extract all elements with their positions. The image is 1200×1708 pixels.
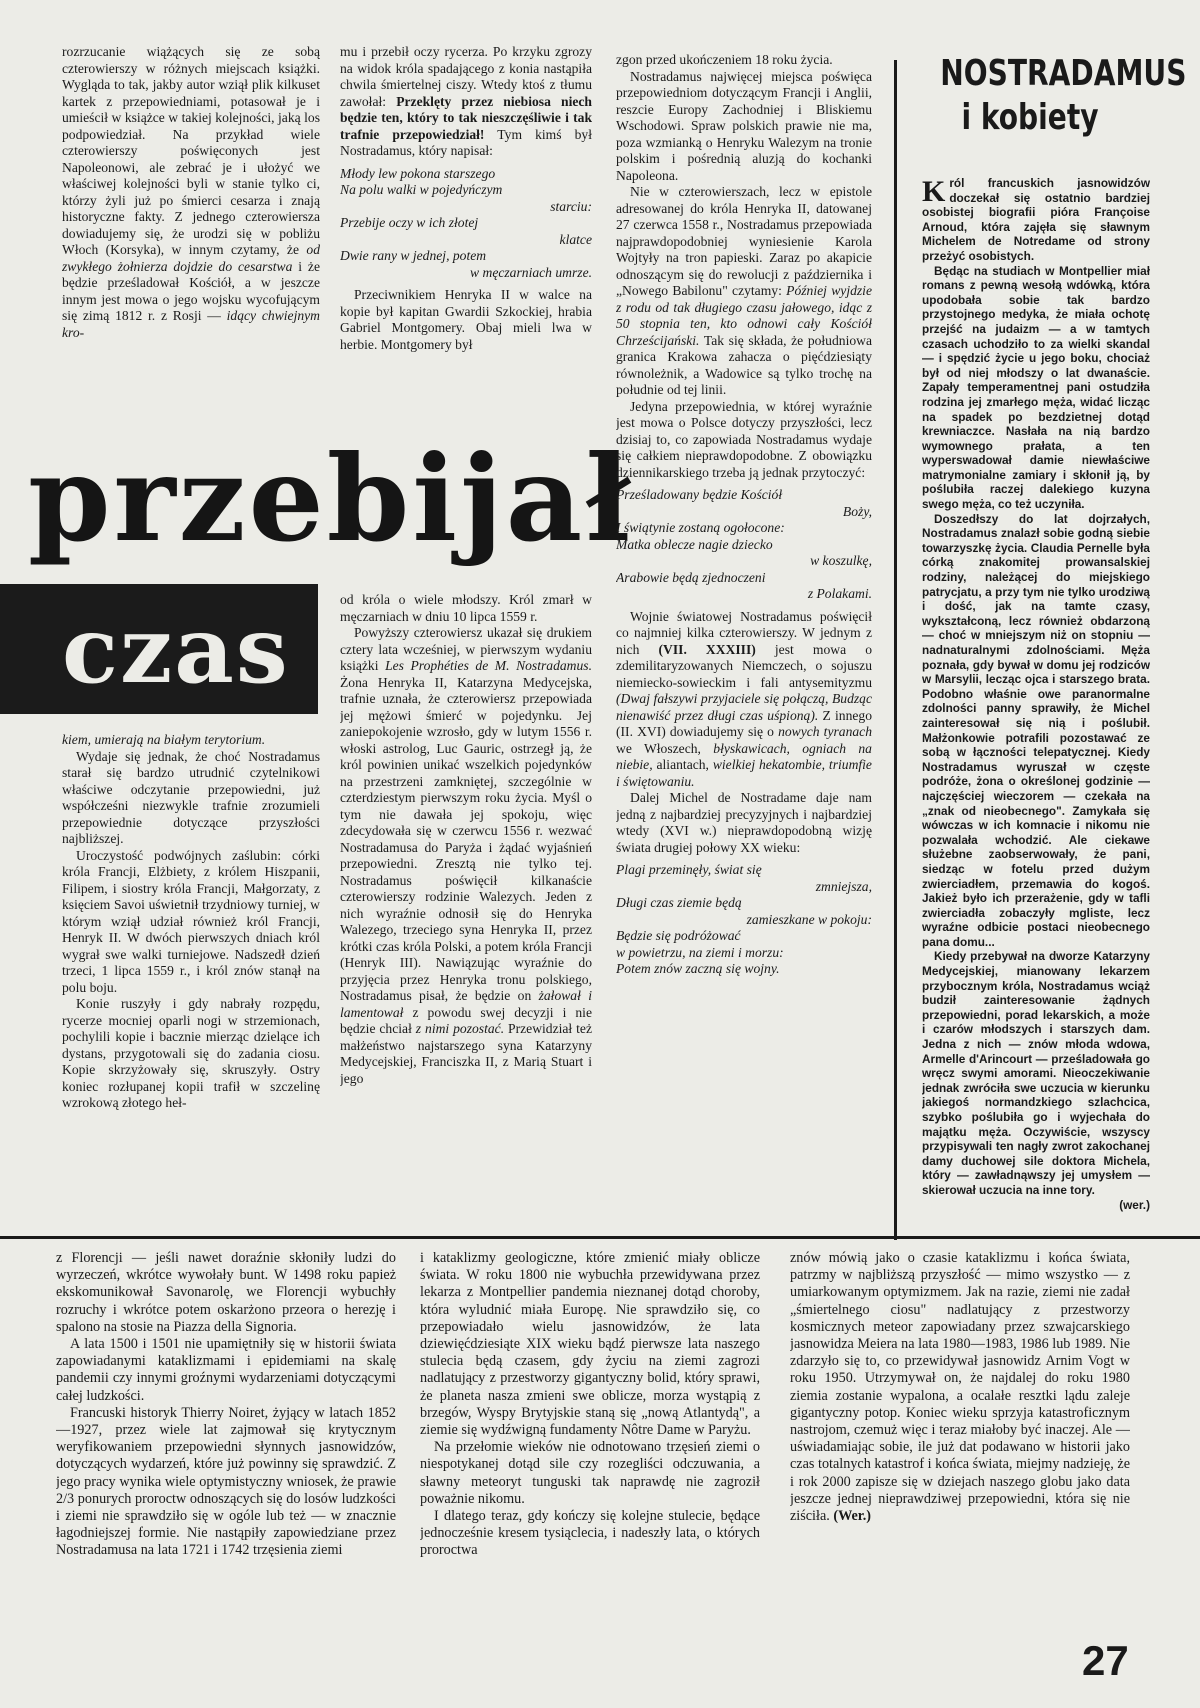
verse-line: Długi czas ziemie będą	[616, 895, 742, 910]
bottom-col2-p3: I dlatego teraz, gdy kończy się kolejne stulecie, będące jednocześnie kresem tysiąclecia, i nadeszły lata, o których proroctwa	[420, 1508, 760, 1559]
quatrain-2	[616, 487, 872, 603]
page-number: 27	[1082, 1637, 1129, 1684]
col3-text-4d: we Włoszech,	[616, 740, 701, 756]
bottom-col3-text: znów mówią jako o czasie kataklizmu i końca świata, patrzmy w najbliższą przyszłość — mimo wszystko — z umiarkowanym optymizmem. Jak na razie, ziemi nie zadał „śmiertelnego ciosu" nadlatujący z przestworzy kosmicznych meteor zapowiadany przez szwajcarskiego jasnowidza Meiera na lata 1980—1983, 1986 lub 1989. Nie zdarzyło się to, co przewidywał jasnowidz Arnim Vogt w roku 1950. Utrzymywał on, że najdalej do roku 1980 ziemia zostanie wypalona, a ocalałe resztki lądu zaleje gigantyczny potop. Koniec wieku sprzyja katastroficznym nastrojom, czemuż więc i teraz miałoby być inaczej. Ale — uświadamiając sobie, ile już dat podawano w historii jako czas totalnych katastrof i końca świata, miejmy nadzieję, że i rok 2000 zapisze się w dziejach naszego globu jako data jeszcze jednej nieprawdziwej przepowiedni, która się nie ziściła.	[790, 1250, 1130, 1525]
sidebar-title-line-2: i kobiety	[961, 97, 1099, 138]
drop-cap: K	[922, 176, 946, 208]
col1b-italic: kiem, umierają na białym terytorium.	[62, 732, 266, 747]
col3-text-4: Wojnie światowej Nostradamus poświęcił co najmniej kilka czterowierszy. W jednym z nich	[616, 608, 872, 657]
verse-line: zmniejsza,	[815, 878, 872, 894]
col3-paragraph-3: Jedyna przepowiednia, w której wyraźnie jest mowa o Polsce dotyczy przyszłości, lecz dzisiaj to, co zapowiada Nostradamus wydaje się całkiem nieprawdopodobne. Z obowiązku dziennikarskiego trzeba ją jednak przytoczyć:	[616, 398, 872, 480]
verse-line: Będzie się podróżować	[616, 928, 741, 943]
col1-italic-2: idący chwiejnym kro-	[62, 308, 320, 340]
article-column-3	[616, 52, 872, 1228]
verse-line: Prześladowany będzie Kościół	[616, 487, 783, 502]
verse-line: Na polu walki w pojedyńczym	[340, 182, 503, 197]
col2b-text-c: z powodu swej decyzji i nie będzie chciał	[340, 1004, 592, 1036]
col3-paragraph-1: Nostradamus najwięcej miejsca poświęca przepowiedniom dotyczącym Francji i Anglii, reszcie Europy Zachodniej i Bliskiemu Wschodowi. Spraw polskich prawie nie ma, poza wzmianką o Henryku Walezym na tronie polskim i pośrednią aluzją do kochanki Napoleona.	[616, 68, 872, 183]
sidebar-column	[922, 176, 1150, 1232]
verse-line: w męczarniach umrze.	[470, 264, 592, 280]
col3-italic-4: błyskawicach, ogniach na niebie,	[616, 740, 872, 772]
verse-line: Dwie rany w jednej, potem	[340, 248, 487, 263]
bottom-column-2	[420, 1250, 760, 1640]
column-divider	[894, 60, 897, 1240]
quatrain-ref: (VII. XXXIII)	[658, 641, 756, 657]
col3-text-4e: aliantach,	[656, 757, 709, 772]
bottom-column-3	[790, 1250, 1130, 1640]
col2b-italic: żałował i lamentował	[340, 988, 592, 1020]
verse-line: Boży,	[842, 503, 872, 519]
col3-italic-2: (Dwaj fałszywi przyjaciele się połączą, Budząc nienawiść przez długi czas uśpioną).	[616, 691, 872, 723]
verse-line: starciu:	[550, 198, 592, 214]
sidebar-paragraph-4: Kiedy przebywał na dworze Katarzyny Medycejskiej, mianowany lekarzem przybocznym króla, Nostradamus wciąż budził zainteresowanie żądnych przepowiedni, porad lekarskich, a może i czarów młodszych i starszych dam. Jedna z nich — znów młoda wdowa, Armelle d'Arincourt — prześladowała go wręcz swymi amorami. Nieoczekiwanie jednak zwróciła swe uczucia w kierunku jakiegoś normandzkiego szlachcica, szybko poślubiła go i wyjechała do majątku męża. Oczywiście, wszyscy przypisywali ten nagły zwrot zakochanej damy duchowej sile doktora Michela, który — zawładnąwszy jej umysłem — skierował uczucia na inne tory.	[922, 949, 1150, 1197]
col1-text: rozrzucanie wiążących się ze sobą czterowierszy w różnych miejscach książki. Wygląda to tak, jakby autor wziął plik kilkuset kartek z przepowiedniami, potasował je i umieścił w książce w takiej kolejności, jaką los podpowiedział. Na przykład wiele czterowierszy poświęconych jest Napoleonowi, ale zebrać je i ułożyć we właściwej kolejności byli w stanie tylko ci, którzy żyli już po śmierci cesarza i znają historyczne fakty. Z jednego czterowiersza dowiadujemy się, że urodzi się w pobliżu Włoch (Korsyka), w innym czytamy, że	[62, 44, 320, 257]
col1-text-b: i że będzie prześladował Kościół, a w jeszcze innym jest mowa o jego wojsku wycofującym się zimą 1812 r. z Rosji —	[62, 258, 320, 323]
col3-paragraph-0: zgon przed ukończeniem 18 roku życia.	[616, 52, 833, 67]
sidebar-title-line-1: NOSTRADAMUS	[940, 53, 1187, 94]
verse-line: w powietrzu, na ziemi i morzu:	[616, 944, 784, 960]
bottom-column-1	[56, 1250, 396, 1640]
col2-text-b: Tym kimś był Nostradamus, który napisał:	[340, 126, 592, 158]
book-title: Les Prophéties de M. Nostradamus.	[385, 658, 592, 673]
verse-line: I świątynie zostaną ogołocone:	[616, 520, 785, 535]
sidebar-paragraph-2: Będąc na studiach w Montpellier miał romans z pewną wesołą wdówką, która upodobała sobie tak bardzo przystojnego medyka, że miała ochotę przejść na judaizm — a w tamtych czasach uchodziło to za wielki skandal — i spędzić życie u jego boku, chociaż był od niej młodszy o lat dwanaście. Zapały temperamentnej pani ostudziła rodzina jej zmarłego męża, widać licząc na spadek po bezdzietnej dotąd krewniaczce. Nasłała na nią bardzo wymownego prałata, a ten wyperswadował damie niewłaściwe matrymonialne zamiary i skłonił ją, by poślubiła raczej dalekiego kuzyna swego męża, co też uczyniła.	[922, 263, 1150, 512]
col3-italic-5: wielkiej hekatombie, triumfie i świętowaniu.	[616, 757, 872, 789]
bottom-signature: (Wer.)	[833, 1508, 872, 1525]
sidebar-title	[940, 52, 1187, 140]
col2b-text-d: Przewidział też małżeństwo najstarszego syna Katarzyny Medycejskiej, Franciszka II, z Marią Stuart i jego	[340, 1021, 592, 1086]
article-column-1b	[62, 732, 320, 1228]
bottom-col2-p1: i kataklizmy geologiczne, które zmienić miały oblicze świata. W roku 1800 nie wybuchła przewidywana przez lekarza z Montpellier pandemia nieznanej dotąd choroby, która wyludnić miała Europę. Nie sprawdziło się, co przepowiadało wielu jasnowidzów, że lata dziewięćdziesiąte XIX wieku bądź pierwsze lata naszego stulecia będą czasem, gdy życiu na ziemi zagrozi nadlatujący z przestworzy gigantyczny bolid, który sprawi, że planeta nasza zmieni swe oblicze, morza wystąpią z brzegów, Wyspy Brytyjskie staną się „nową Atlantydą", a ziemie się wydźwigną fundamenty Nôtre Dame w Paryżu.	[420, 1250, 760, 1439]
verse-line: Arabowie będą zjednoczeni	[616, 569, 766, 585]
headline-czas: czas	[62, 596, 290, 704]
col2b-text: Powyższy czterowiersz ukazał się drukiem cztery lata wcześniej, w pierwszym wydaniu książki	[340, 625, 592, 673]
verse-line: zamieszkane w pokoju:	[746, 911, 872, 927]
col2b-italic-2: z nimi pozostać.	[415, 1021, 505, 1036]
bottom-col2-p2: Na przełomie wieków nie odnotowano trzęsień ziemi o niespotykanej dotąd sile czy rozegliści odczuwania, a sławny meteoryt tunguski tak naprawdę nie zagroził poważnie nikomu.	[420, 1439, 760, 1507]
col3-text-4b: jest mowa o zdemilitaryzowanych Niemczech, o sojuszu niemiecko-sowieckim i fali antysemityzmu	[616, 641, 872, 690]
col3-text-b: Tak się składa, że południowa granica Krakowa zahacza o pięćdziesiąty równoleżnik, a Wadowice są tylko trochę na południe od tej linii.	[616, 332, 872, 397]
col2-paragraph: Przeciwnikiem Henryka II w walce na kopie był kapitan Gwardii Szkockiej, hrabia Gabriel Montgomery. Obaj mieli lwa w herbie. Montgomery był	[340, 287, 592, 352]
col3-text: Nie w czterowierszach, lecz w epistole adresowanej do króla Henryka II, datowanej 27 czerwca 1558 r., Nostradamus przepowiada najprawdopodobniej wyniesienie Karola Wojtyły na tron papieski. Zaraz po akapicie odnoszącym się do rewolucji z października i „Nowego Babilonu" czytamy:	[616, 184, 872, 298]
col3-text-4c: Z innego (II. XVI) dowiadujemy się o	[616, 707, 872, 739]
col1b-paragraph-2: Uroczystość podwójnych zaślubin: córki króla Francji, Elżbiety, z królem Hiszpanii, Filipem, i siostry króla Francji, Małgorzaty, z księciem Savoi uświetnił trzydniowy turniej, w którym wziął udział również król Francji, Henryk II. W dwóch pierwszych dniach król wygrał swe walki turniejowe. Nadszedł dzień trzeci, 1 lipca 1559 r., i król znów stanął na polu boju.	[62, 847, 320, 995]
bottom-col1-p1: z Florencji — jeśli nawet doraźnie skłoniły ludzi do wyrzeczeń, wkrótce wywołały bunt. W 1498 roku papież ekskomunikował Savonarolę, we Florencji wybuchły rozruchy i wkrótce potem oskarżono przeora o herezję i spalono na stosie na Piazza della Signoria.	[56, 1250, 396, 1335]
verse-line: z Polakami.	[807, 586, 872, 601]
col2-text: mu i przebił oczy rycerza. Po krzyku zgrozy na widok króla spadającego z konia nastąpiła chwila śmiertelnej ciszy. Wtedy ktoś z tłumu zawołał:	[340, 44, 592, 109]
verse-line: Potem znów zaczną się wojny.	[616, 961, 780, 976]
verse-line: w koszulkę,	[810, 553, 872, 568]
col3-paragraph-5: Dalej Michel de Nostradame daje nam jedną z najbardziej precyzyjnych i najbardziej wtedy (XVI w.) nieprawdopodobną wizję świata drugiej połowy XX wieku:	[616, 790, 872, 855]
col1-italic: od zwykłego żołnierza dojdzie do cesarstwa	[62, 242, 320, 274]
article-column-2	[340, 44, 592, 420]
col1b-paragraph-1: Wydaje się jednak, że choć Nostradamus starał się bardzo utrudnić czytelnikowi właściwe odczytanie przepowiedni, już współcześni niezwykle trafnie zrozumieli przepowiednie dotyczące przyszłości najbliższej.	[62, 748, 320, 846]
col2-bold-quote: Przeklęty przez niebiosa niech będzie ten, który to tak nieszczęśliwie i tak trafnie przepowiedział!	[340, 93, 592, 142]
bottom-col1-p3: Francuski historyk Thierry Noiret, żyjący w latach 1852—1927, przez wiele lat zajmował się krytycznym weryfikowaniem przepowiedni słynnych jasnowidzów, dotyczących wydarzeń, które już powinny się sprawdzić. Z jego pracy wynika wiele optymistyczny wniosek, że prawie 2/3 ponurych proroctw odnoszących się do losów ludzkości i ziemi nie sprawdziło się w ogóle lub też — w znacznie łagodniejszej formie. Nie nastąpiły zapowiedziane przez Nostradamusa na lata 1721 i 1742 trzęsienia ziemi	[56, 1404, 396, 1559]
sidebar-signature: (wer.)	[1119, 1197, 1150, 1212]
sidebar-paragraph-3: Doszedłszy do lat dojrzałych, Nostradamus znalazł sobie godną siebie towarzyszkę życia. Claudia Pernelle była córką znakomitej prowansalskiej rodziny, należącej do miejskiego patrycjatu, a przy tym nie tylko urodziwą i dość, jak na tamte czasy, wykształconą, lecz również obdarzoną — choć w mniejszym niż on stopniu — nadnaturalnymi zdolnościami. Męża poznała, gdy bywał w domu jej rodziców w Marsylii, lecząc ojca i starszego brata. Podobno właśnie owe paranormalne zdolności panny sprawiły, że Michel zainteresował się nią i poślubił. Małżonkowie potrafili pozostawać ze sobą w łączności telepatycznej. Kiedy Nostradamus wyruszał w częste podróże, żona o określonej godzinie — najczęściej wieczorem — czekała na „znak od nieobecnego". Zamykała się wówczas w ich komnacie i nikomu nie pozwalała wchodzić. Ale ciekawe służebne zaobserwowały, że pani, siedząc w fotelu przed dużym zwierciadłem, przemawia do kogoś. Jakież było ich przerażenie, gdy w tafli zwierciadła zobaczyły mgliste, lecz wyraźne odbicie postaci nieobecnego pana domu...	[922, 511, 1150, 949]
section-divider	[0, 1236, 1200, 1239]
verse-line: Przebije oczy w ich złotej	[340, 215, 479, 230]
quatrain-3	[616, 862, 872, 978]
col2b-paragraph-1: od króla o wiele młodszy. Król zmarł w męczarniach w dniu 10 lipca 1559 r.	[340, 592, 592, 624]
verse-line: Młody lew pokona starszego	[340, 165, 496, 181]
quatrain-1	[340, 166, 592, 282]
verse-line: Plagi przeminęły, świat się	[616, 862, 762, 877]
article-column-1	[62, 44, 320, 404]
sidebar-paragraph-1: ról francuskich jasnowidzów doczekał się ostatnio bardziej osobistej biografii pióra Françoise Arnoud, która zajęła się sławnym Michelem de Notredame od strony przeżyć osobistych.	[922, 176, 1150, 263]
verse-line: klatce	[559, 231, 592, 247]
col3-italic: Później wyjdzie z rodu od tak długiego czasu jałowego, idąc z 50 stopnia ten, kto odnowi cały Kościół Chrześcijański.	[616, 283, 872, 348]
col2b-text-b: Żona Henryka II, Katarzyna Medycejska, trafnie uznała, że czterowiersz przepowiada jej mężowi śmierć w pojedynku. Jej zaniepokojenie wzrosło, gdy w lutym 1556 r. włoski astrolog, Luc Gauric, ostrzegł ją, że król powinien unikać wszelkich pojedynków na przestrzeni zamkniętej, szczególnie w czterdziestym pierwszym roku życia. Myśl o tym nie dawała jej spokoju, więc zdecydowała się w czerwcu 1556 r. wezwać Nostradamusa do Paryża i żądać wyjaśnień przepowiedni. Zresztą nie tylko tej. Nostradamus poświęcił kilkanaście czterowierszy rodzinie Walezych. Jeden z nich wyraźnie odnosił się do Henryka Walezego, trzeciego syna Henryka II, przez krótki czas króla Polski, a potem króla Francji (Henryk III). Nawiązując wyraźnie do przyjęcia przez Henryka tronu polskiego, Nostradamus pisał, że będzie on	[340, 674, 592, 1003]
headline-przebijal: przebijał	[28, 429, 634, 568]
col3-italic-3: nowych tyranach	[778, 724, 872, 739]
verse-line: Matka oblecze nagie dziecko	[616, 536, 773, 552]
article-column-2b	[340, 592, 592, 1228]
bottom-col1-p2: A lata 1500 i 1501 nie upamiętniły się w historii świata zapowiadanymi kataklizmami i epidemiami na skalę pandemii czy innymi groźnymi wydarzeniami dotyczącymi całej ludzkości.	[56, 1336, 396, 1404]
col1b-paragraph-3: Konie ruszyły i gdy nabrały rozpędu, rycerze mocniej oparli nogi w strzemionach, pochylili kopie i bacznie mierząc dzielące ich dystans, przygotowali się do zadania ciosu. Kopie skrzyżowały się, skruszyły. Ostry koniec rozłupanej kopii trafił w szczelinę wzrokową złotego heł-	[62, 996, 320, 1110]
